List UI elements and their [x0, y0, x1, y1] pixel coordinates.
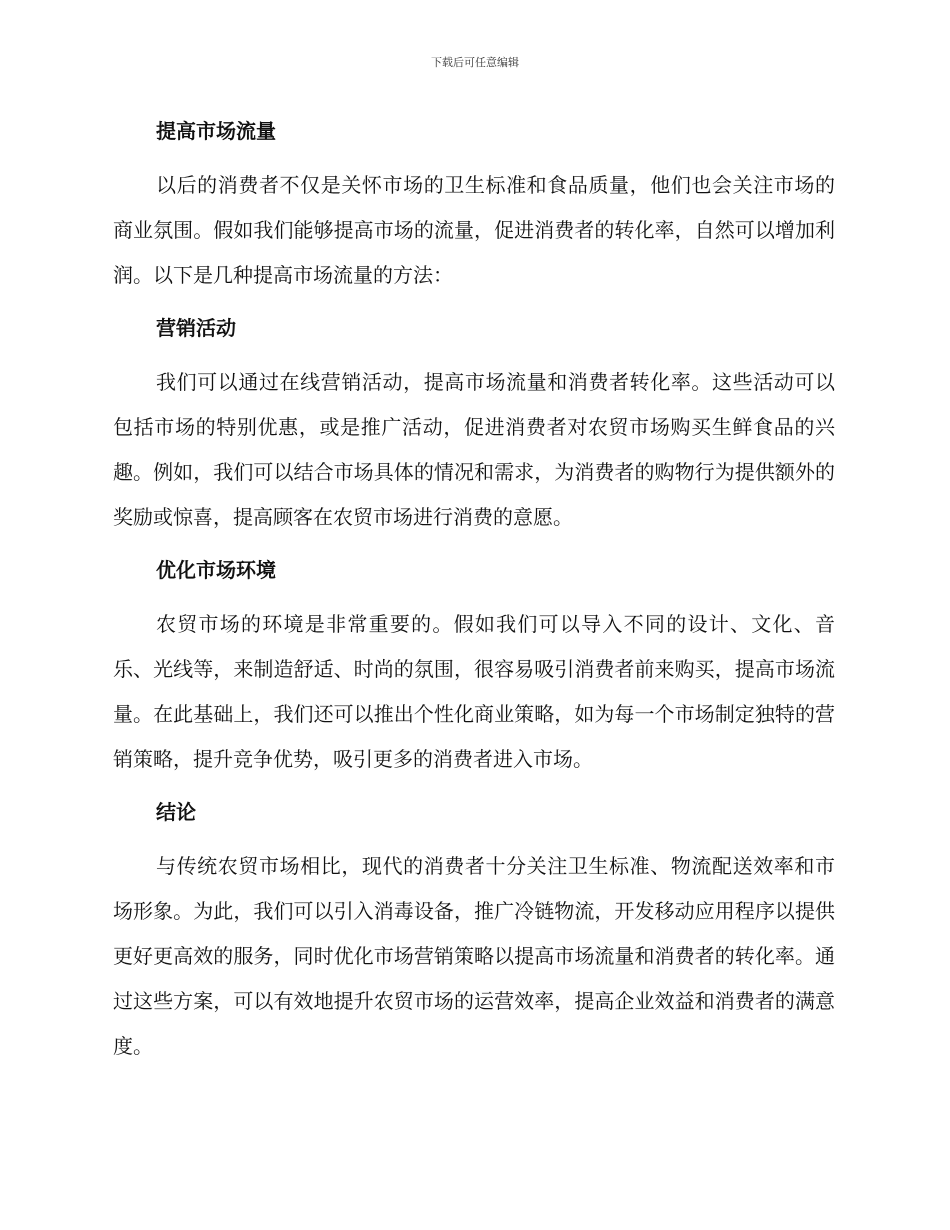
- section-heading: 营销活动: [156, 316, 236, 340]
- section-traffic: [113, 110, 835, 298]
- section-paragraph: 农贸市场的环境是非常重要的。假如我们可以导入不同的设计、文化、音乐、光线等，来制造舒适、时尚的氛围，很容易吸引消费者前来购买，提高市场流量。在此基础上，我们还可以推出个性化商业策略，如为每一个市场制定独特的营销策略，提升竞争优势，吸引更多的消费者进入市场。: [113, 612, 835, 771]
- section-paragraph: 与传统农贸市场相比，现代的消费者十分关注卫生标准、物流配送效率和市场形象。为此，我们可以引入消毒设备，推广冷链物流，开发移动应用程序以提供更好更高效的服务，同时优化市场营销策略以提高市场流量和消费者的转化率。通过这些方案，可以有效地提升农贸市场的运营效率，提高企业效益和消费者的满意度。: [113, 854, 835, 1058]
- document-body: [113, 110, 835, 1078]
- section-marketing: [113, 307, 835, 540]
- section-conclusion: [113, 791, 835, 1069]
- page-header: 下载后可任意编辑: [431, 56, 519, 69]
- section-paragraph: 我们可以通过在线营销活动，提高市场流量和消费者转化率。这些活动可以包括市场的特别优惠，或是推广活动，促进消费者对农贸市场购买生鲜食品的兴趣。例如，我们可以结合市场具体的情况和需求，为消费者的购物行为提供额外的奖励或惊喜，提高顾客在农贸市场进行消费的意愿。: [113, 370, 835, 529]
- section-heading: 提高市场流量: [156, 119, 276, 143]
- section-environment: [113, 549, 835, 782]
- section-paragraph: 以后的消费者不仅是关怀市场的卫生标准和食品质量，他们也会关注市场的商业氛围。假如我们能够提高市场的流量，促进消费者的转化率，自然可以增加利润。以下是几种提高市场流量的方法：: [113, 173, 835, 287]
- section-heading: 结论: [156, 800, 196, 824]
- section-heading: 优化市场环境: [156, 558, 276, 582]
